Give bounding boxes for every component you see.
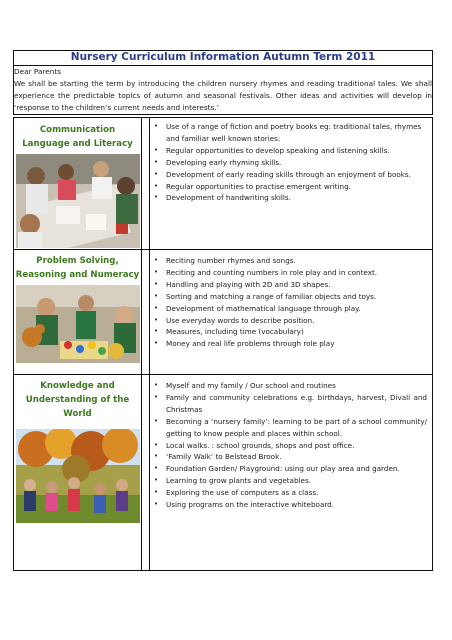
- sections-table: [13, 117, 433, 571]
- section-left-world: [14, 375, 142, 571]
- list-item: • Development of early reading skills through an enjoyment of books.: [151, 169, 427, 181]
- list-item: • Learning to grow plants and vegetables.: [151, 475, 427, 487]
- section-spacer: [142, 118, 150, 250]
- list-item: • Myself and my family / Our school and routines: [151, 380, 427, 392]
- list-item: • Reciting number rhymes and songs.: [151, 255, 427, 267]
- list-item: • Use everyday words to describe position.: [151, 315, 427, 327]
- intro-greeting: Dear Parents: [14, 67, 62, 76]
- intro-letter: [14, 66, 433, 115]
- list-item: • Development of handwriting skills.: [151, 192, 427, 204]
- list-item: • Reciting and counting numbers in role play and in context.: [151, 267, 427, 279]
- list-item: • Development of mathematical language through play.: [151, 303, 427, 315]
- section-list-numeracy: [150, 250, 433, 375]
- list-item: • Family and community celebrations e.g. birthdays, harvest, Divali and Christmas: [151, 392, 427, 416]
- curriculum-table: [13, 50, 433, 115]
- curriculum-sheet: [13, 50, 433, 571]
- list-item: • ‘Family Walk’ to Belstead Brook.: [151, 451, 427, 463]
- list-item: • Measures, including time (vocabulary): [151, 326, 427, 338]
- children-toys-photo: [16, 285, 140, 363]
- section-row-literacy: [14, 118, 433, 250]
- autumn-walk-photo: [16, 429, 140, 523]
- intro-text: We shall be starting the term by introducing the children nursery rhymes and reading traditional tales. We shall experience the predictable topics of autumn and seasonal festivals. Other ideas and activities will develop in ‘response to the children’s current needs and interests.’: [14, 79, 432, 112]
- section-row-world: [14, 375, 433, 571]
- section-list-literacy: [150, 118, 433, 250]
- list-item: • Exploring the use of computers as a class.: [151, 487, 427, 499]
- section-left-numeracy: [14, 250, 142, 375]
- list-item: • Local walks. : school grounds, shops and post office.: [151, 440, 427, 452]
- classroom-writing-photo: [16, 154, 140, 248]
- list-item: • Money and real life problems through role play: [151, 338, 427, 350]
- bullet-list: [151, 255, 431, 350]
- section-left-literacy: [14, 118, 142, 250]
- section-heading: Problem Solving, Reasoning and Numeracy: [15, 256, 140, 280]
- section-spacer: [142, 250, 150, 375]
- bullet-list: [151, 121, 431, 204]
- list-item: • Handling and playing with 2D and 3D shapes.: [151, 279, 427, 291]
- list-item: • Using programs on the interactive whiteboard.: [151, 499, 427, 511]
- section-heading: Communication Language and Literacy: [22, 125, 133, 149]
- section-spacer: [142, 375, 150, 571]
- section-heading: Knowledge and Understanding of the World: [25, 381, 130, 419]
- list-item: • Developing early rhyming skills.: [151, 157, 427, 169]
- section-row-numeracy: [14, 250, 433, 375]
- list-item: • Becoming a ‘nursery family’: learning to be part of a school community/ getting to know people and places within school.: [151, 416, 427, 440]
- bullet-list: [151, 380, 431, 511]
- list-item: • Sorting and matching a range of familiar objects and toys.: [151, 291, 427, 303]
- list-item: • Regular opportunities to develop speaking and listening skills.: [151, 145, 427, 157]
- list-item: • Foundation Garden/ Playground: using our play area and garden.: [151, 463, 427, 475]
- section-list-world: [150, 375, 433, 571]
- page-title: Nursery Curriculum Information Autumn Term 2011: [14, 51, 433, 66]
- list-item: • Regular opportunities to practise emergent writing.: [151, 181, 427, 193]
- list-item: • Use of a range of fiction and poetry books eg: traditional tales, rhymes and familiar well known stories:: [151, 121, 427, 145]
